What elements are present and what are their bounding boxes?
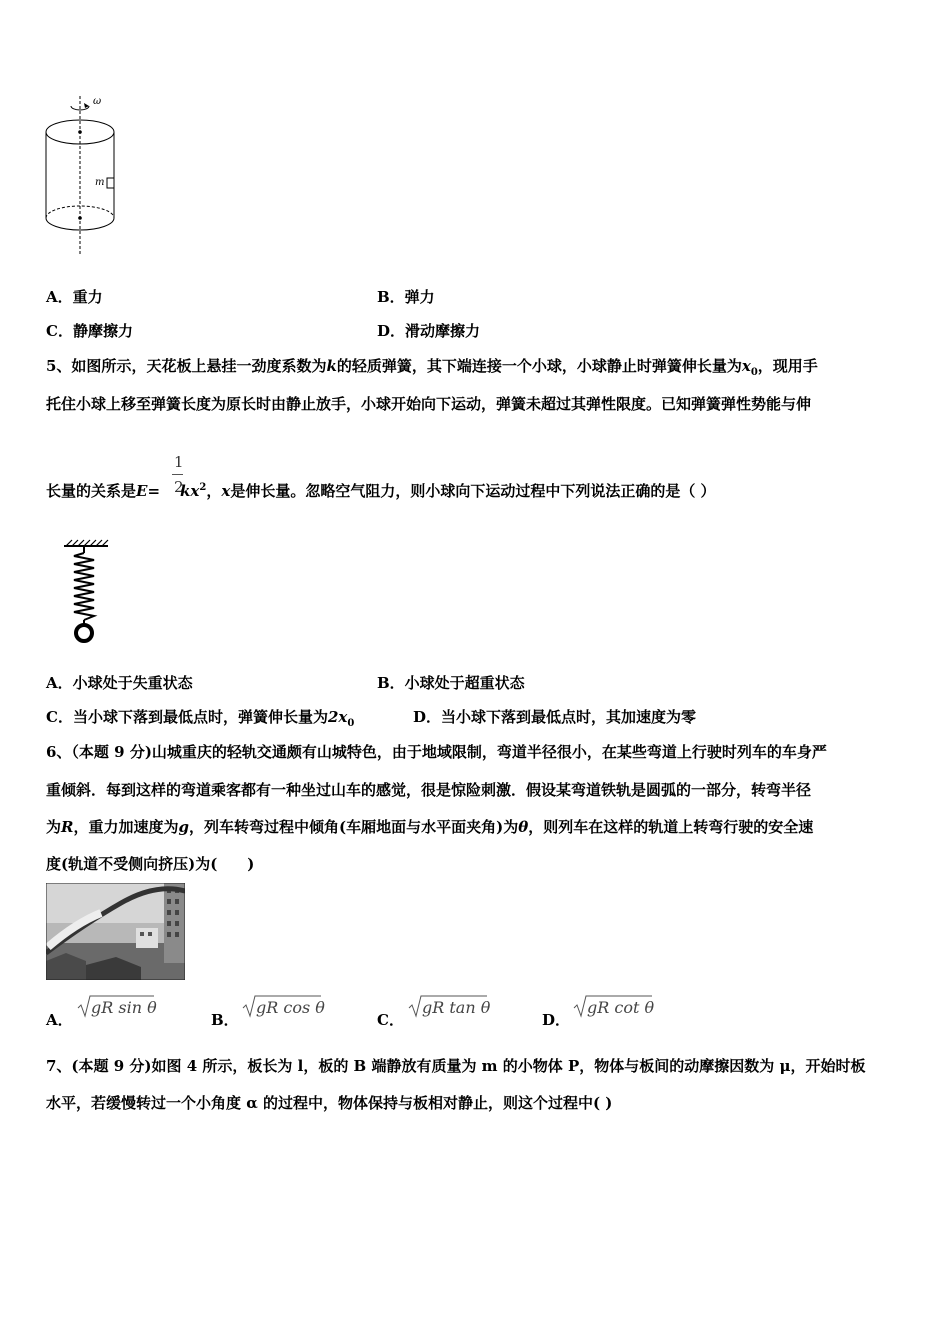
q6-option-b: B． — [211, 1011, 239, 1029]
q5-kx: kx — [180, 482, 200, 500]
q6-option-d-expr: gR cot θ — [587, 998, 655, 1017]
q6-text-3b: ，重力加速度为 — [73, 818, 179, 836]
q5-option-d: D．当小球下落到最低点时，其加速度为零 — [413, 708, 697, 726]
omega-label: ω — [93, 96, 102, 107]
q5-kx-sup: 2 — [199, 482, 207, 493]
q4-option-b: B．弹力 — [377, 288, 435, 306]
q5-text-1b: 的轻质弹簧，其下端连接一个小球，小球静止时弹簧伸长量为 — [336, 357, 742, 375]
q6-radius: R — [61, 818, 74, 836]
q5-energy-symbol: E= — [136, 482, 161, 500]
q4-option-d: D．滑动摩擦力 — [377, 322, 481, 340]
q5-x0: x — [741, 357, 751, 375]
monorail-photo — [46, 883, 185, 980]
q6-line-2: 重倾斜．每到这样的弯道乘客都有一种坐过山车的感觉，很是惊险刺激．假设某弯道铁轨是圆弧的一部分，转弯半径 — [46, 781, 812, 799]
q5-text-3a: 长量的关系是 — [46, 482, 137, 500]
q5-option-c-sub: 0 — [347, 718, 355, 729]
q6-text-3d: ，则列车在这样的轨道上转弯行驶的安全速 — [528, 818, 814, 836]
mass-label: m — [95, 177, 105, 188]
q6-text-3c: ，列车转弯过程中倾角(车厢地面与水平面夹角)为 — [189, 818, 519, 836]
q5-option-b: B．小球处于超重状态 — [377, 674, 525, 692]
spring-ball-figure — [60, 538, 112, 646]
q5-x0-sub: 0 — [750, 367, 758, 378]
q6-line-1: 6、（本题 9 分)山城重庆的轻轨交通颇有山城特色，由于地域限制，弯道半径很小，在某些弯道上行驶时列车的车身严 — [46, 743, 827, 761]
q5-k: k — [326, 357, 337, 375]
rotating-cylinder-figure — [40, 96, 130, 256]
q4-option-c: C．静摩擦力 — [46, 322, 133, 340]
q6-gravity: g — [178, 818, 189, 836]
q5-option-c-text: C．当小球下落到最低点时，弹簧伸长量为 — [46, 708, 328, 726]
q5-text-1c: ，现用手 — [757, 357, 818, 375]
q5-line-3 — [46, 480, 716, 501]
q6-option-a-expr: gR sin θ — [91, 998, 157, 1017]
q7-line-2: 水平，若缓慢转过一个小角度 α 的过程中，物体保持与板相对静止，则这个过程中( ) — [46, 1094, 613, 1112]
q6-option-a: A． — [46, 1011, 73, 1029]
q6-option-d: D． — [542, 1011, 571, 1029]
q7-line-1: 7、(本题 9 分)如图 4 所示，板长为 l，板的 B 端静放有质量为 m 的小物体 P，物体与板间的动摩擦因数为 μ，开始时板 — [46, 1057, 866, 1075]
q5-text-3c: 是伸长量。忽略空气阻力，则小球向下运动过程中下列说法正确的是（ ） — [230, 482, 716, 500]
q6-option-c: C． — [377, 1011, 404, 1029]
q4-option-a: A．重力 — [46, 288, 103, 306]
q5-option-c — [46, 706, 354, 729]
fraction-denominator: 2 — [174, 478, 184, 496]
q5-line-2: 托住小球上移至弹簧长度为原长时由静止放手，小球开始向下运动，弹簧未超过其弹性限度。已知弹簧弹性势能与伸 — [46, 395, 812, 413]
q5-option-a: A．小球处于失重状态 — [46, 674, 193, 692]
q5-x: x — [221, 482, 231, 500]
q5-text-3b: ， — [206, 482, 222, 500]
q6-option-c-expr: gR tan θ — [422, 998, 491, 1017]
fraction-bar — [172, 474, 183, 475]
q5-text-1: 5、如图所示，天花板上悬挂一劲度系数为 — [46, 357, 327, 375]
q6-text-3a: 为 — [46, 818, 62, 836]
q6-line-4: 度(轨道不受侧向挤压)为( ) — [46, 855, 255, 873]
q5-option-c-value: 2x — [327, 708, 348, 726]
q6-line-3 — [46, 816, 813, 837]
q6-option-b-expr: gR cos θ — [256, 998, 325, 1017]
q6-theta: θ — [518, 818, 529, 836]
q5-line-1 — [46, 355, 818, 378]
fraction-numerator: 1 — [174, 453, 184, 471]
